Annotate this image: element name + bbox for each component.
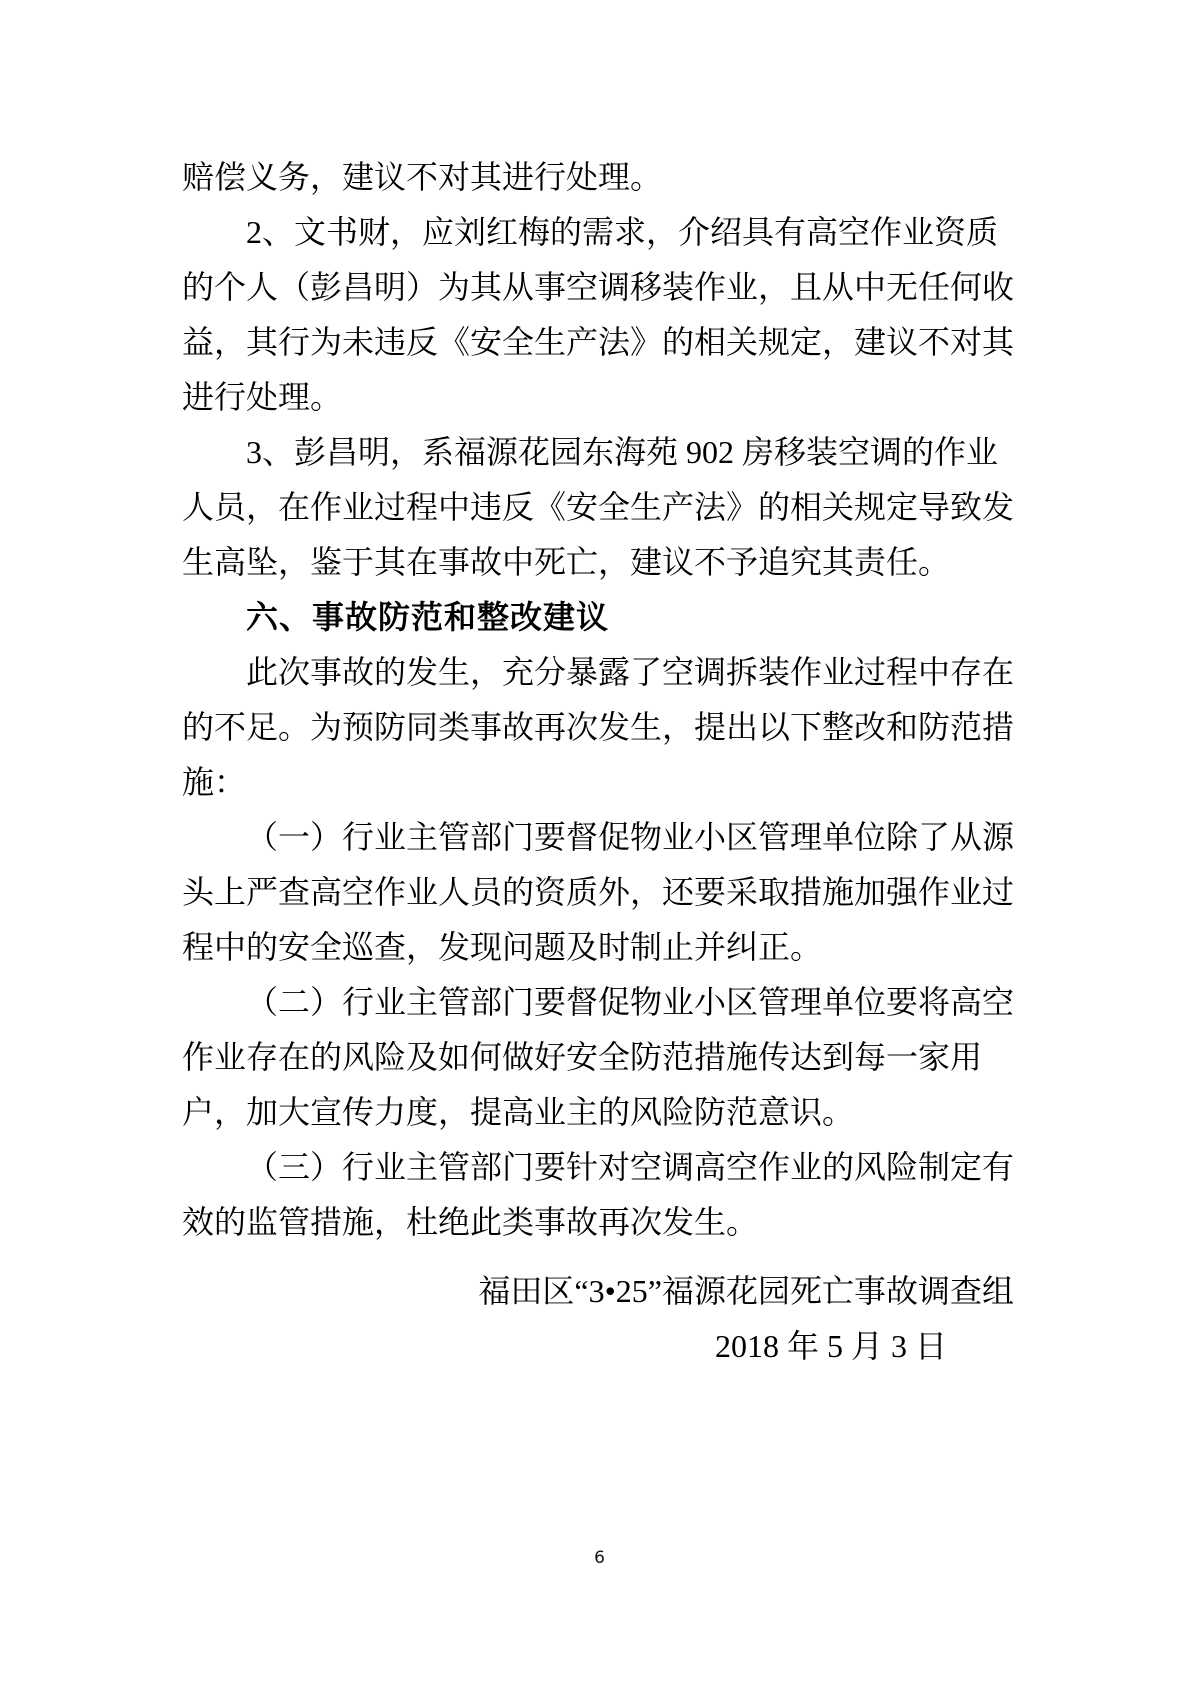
document-line: 施： [182, 764, 247, 800]
document-body [182, 150, 1014, 1374]
document-line: 户，加大宣传力度，提高业主的风险防范意识。 [182, 1094, 855, 1130]
document-line: 进行处理。 [182, 379, 343, 415]
date-line: 2018 年 5 月 3 日 [714, 1328, 947, 1364]
document-line: 人员，在作业过程中违反《安全生产法》的相关规定导致发 [182, 489, 1015, 525]
document-line: 益，其行为未违反《安全生产法》的相关规定，建议不对其 [182, 324, 1015, 360]
document-line: 2、文书财，应刘红梅的需求，介绍具有高空作业资质 [246, 214, 999, 250]
document-line: 此次事故的发生，充分暴露了空调拆装作业过程中存在 [246, 654, 1015, 690]
document-line: 的不足。为预防同类事故再次发生，提出以下整改和防范措 [182, 709, 1015, 745]
document-line: 赔偿义务，建议不对其进行处理。 [182, 159, 663, 195]
document-line: 头上严查高空作业人员的资质外，还要采取措施加强作业过 [182, 874, 1015, 910]
document-line: 程中的安全巡查，发现问题及时制止并纠正。 [182, 929, 823, 965]
document-line: 生高坠，鉴于其在事故中死亡，建议不予追究其责任。 [182, 544, 951, 580]
document-line: 作业存在的风险及如何做好安全防范措施传达到每一家用 [182, 1039, 983, 1075]
page-number: 6 [594, 1548, 605, 1568]
section-heading: 六、事故防范和整改建议 [246, 599, 610, 635]
document-line: （三）行业主管部门要针对空调高空作业的风险制定有 [246, 1149, 1015, 1185]
document-line: 3、彭昌明，系福源花园东海苑 902 房移装空调的作业 [246, 434, 999, 470]
document-line: 效的监管措施，杜绝此类事故再次发生。 [182, 1204, 759, 1240]
signature-line: 福田区“3•25”福源花园死亡事故调查组 [478, 1273, 1014, 1309]
document-line: （一）行业主管部门要督促物业小区管理单位除了从源 [246, 819, 1015, 855]
document-line: 的个人（彭昌明）为其从事空调移装作业，且从中无任何收 [182, 269, 1015, 305]
document-line: （二）行业主管部门要督促物业小区管理单位要将高空 [246, 984, 1015, 1020]
